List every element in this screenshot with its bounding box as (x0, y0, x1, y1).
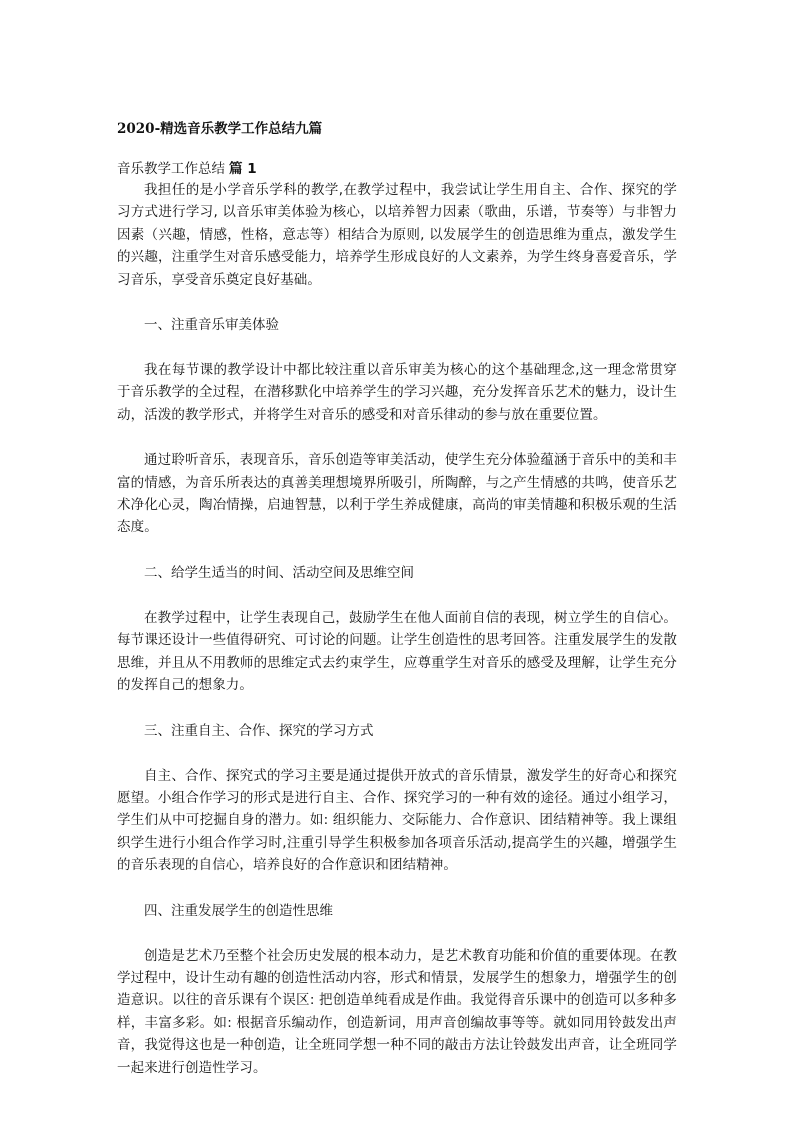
section-3-paragraph-1: 自主、合作、探究式的学习主要是通过提供开放式的音乐情景，激发学生的好奇心和探究愿望。小组合作学习的形式是进行自主、合作、探究学习的一种有效的途径。通过小组学习，学生们从中可挖掘自身的潜力。如: 组织能力、交际能力、合作意识、团结精神等。我上课组织学生进行小组合作学习时,注重引导学生积极参加各项音乐活动,提高学生的兴趣，增强学生的音乐表现的自信心，培养良好的合作意识和团结精神。 (117, 767, 677, 874)
section-1-paragraph-1: 我在每节课的教学设计中都比较注重以音乐审美为核心的这个基础理念,这一理念常贯穿于音乐教学的全过程，在潜移默化中培养学生的学习兴趣，充分发挥音乐艺术的魅力，设计生动，活泼的教学形式，并将学生对音乐的感受和对音乐律动的参与放在重要位置。 (117, 362, 677, 423)
section-heading-2: 二、给学生适当的时间、活动空间及思维空间 (144, 564, 414, 581)
section-header (117, 159, 677, 179)
section-4-paragraph-1: 创造是艺术乃至整个社会历史发展的根本动力，是艺术教育功能和价值的重要体现。在教学过程中，设计生动有趣的创造性活动内容，形式和情景，发展学生的想象力，增强学生的创造意识。以往的音乐课有个误区: 把创造单纯看成是作曲。我觉得音乐课中的创造可以多种多样，丰富多彩。如: 根据音乐编动作，创造新词，用声音创编故事等等。就如同用铃鼓发出声音，我觉得这也是一种创造，让全班同学想一种不同的敲击方法让铃鼓发出声音，让全班同学一起来进行创造性学习。 (117, 947, 677, 1076)
section-label: 音乐教学工作总结 (117, 161, 225, 177)
section-heading-1: 一、注重音乐审美体验 (144, 317, 279, 334)
document-page (117, 119, 677, 1102)
section-2-paragraph-1: 在教学过程中，让学生表现自己，鼓励学生在他人面前自信的表现，树立学生的自信心。每节课还设计一些值得研究、可讨论的问题。让学生创造性的思考回答。注重发展学生的发散思维，并且从不用教师的思维定式去约束学生，应尊重学生对音乐的感受及理解，让学生充分的发挥自己的想象力。 (117, 609, 677, 694)
document-title: 2020-精选音乐教学工作总结九篇 (117, 121, 323, 137)
section-number: 篇 1 (229, 161, 257, 177)
intro-paragraph: 我担任的是小学音乐学科的教学,在教学过程中，我尝试让学生用自主、合作、探究的学习方式进行学习, 以音乐审美体验为核心，以培养智力因素（歌曲，乐谱，节奏等）与非智力因素（兴趣，情感，性格，意志等）相结合为原则, 以发展学生的创造思维为重点，激发学生的兴趣，注重学生对音乐感受能力，培养学生形成良好的人文素养，为学生终身喜爱音乐，学习音乐，享受音乐奠定良好基础。 (117, 182, 677, 288)
section-1-paragraph-2: 通过聆听音乐，表现音乐，音乐创造等审美活动，使学生充分体验蕴涵于音乐中的美和丰富的情感，为音乐所表达的真善美理想境界所吸引，所陶醉，与之产生情感的共鸣，使音乐艺术净化心灵，陶冶情操，启迪智慧，以利于学生养成健康，高尚的审美情趣和积极乐观的生活态度。 (117, 452, 677, 536)
section-heading-4: 四、注重发展学生的创造性思维 (144, 902, 333, 919)
section-heading-3: 三、注重自主、合作、探究的学习方式 (144, 722, 374, 739)
